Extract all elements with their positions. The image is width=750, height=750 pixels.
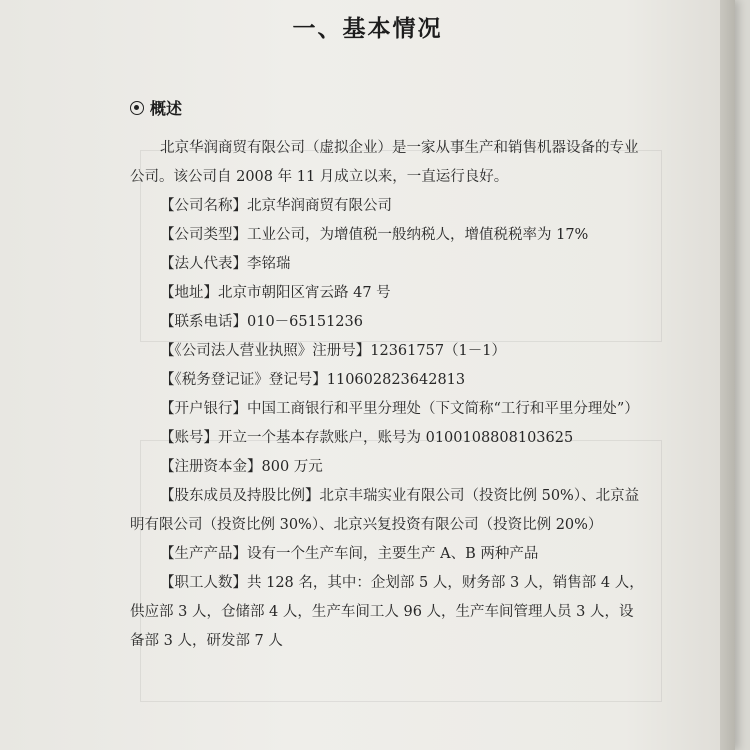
shareholders-line: 【股东成员及持股比例】北京丰瑞实业有限公司（投资比例 50%）、北京益明有限公司（投资比例 30%）、北京兴复投资有限公司（投资比例 20%） (130, 488, 640, 533)
address-line: 【地址】北京市朝阳区宵云路 47 号 (160, 285, 391, 301)
company-name-line: 【公司名称】北京华润商贸有限公司 (160, 198, 392, 214)
intro-paragraph: 北京华润商贸有限公司（虚拟企业）是一家从事生产和销售机器设备的专业公司。该公司自 2008 年 11 月成立以来，一直运行良好。 (130, 140, 639, 185)
bank-line: 【开户银行】中国工商银行和平里分理处（下文简称“工行和平里分理处”） (160, 401, 639, 417)
section-heading (130, 96, 182, 119)
phone-line: 【联系电话】010－65151236 (160, 314, 363, 330)
page-title: 一、基本情况 (292, 16, 443, 42)
body-text (130, 134, 645, 656)
legal-rep-line: 【法人代表】李铭瑞 (160, 256, 291, 272)
tax-registration-line: 【《税务登记证》登记号】110602823642813 (160, 372, 466, 388)
circle-bullet-icon (130, 101, 144, 115)
staff-line: 【职工人数】共 128 名，其中：企划部 5 人，财务部 3 人，销售部 4 人，供应部 3 人，仓储部 4 人，生产车间工人 96 人，生产车间管理人员 3 人，设备部 3 人，研发部 7 人 (130, 575, 644, 649)
page-edge (720, 0, 735, 750)
products-line: 【生产产品】设有一个生产车间，主要生产 A、B 两种产品 (160, 546, 539, 562)
section-heading-label: 概述 (150, 99, 183, 118)
registered-capital-line: 【注册资本金】800 万元 (160, 459, 323, 475)
business-license-line: 【《公司法人营业执照》注册号】12361757（1－1） (160, 343, 507, 359)
account-line: 【账号】开立一个基本存款账户，账号为 0100108808103625 (160, 430, 574, 446)
company-type-line: 【公司类型】工业公司，为增值税一般纳税人，增值税税率为 17% (160, 227, 589, 243)
